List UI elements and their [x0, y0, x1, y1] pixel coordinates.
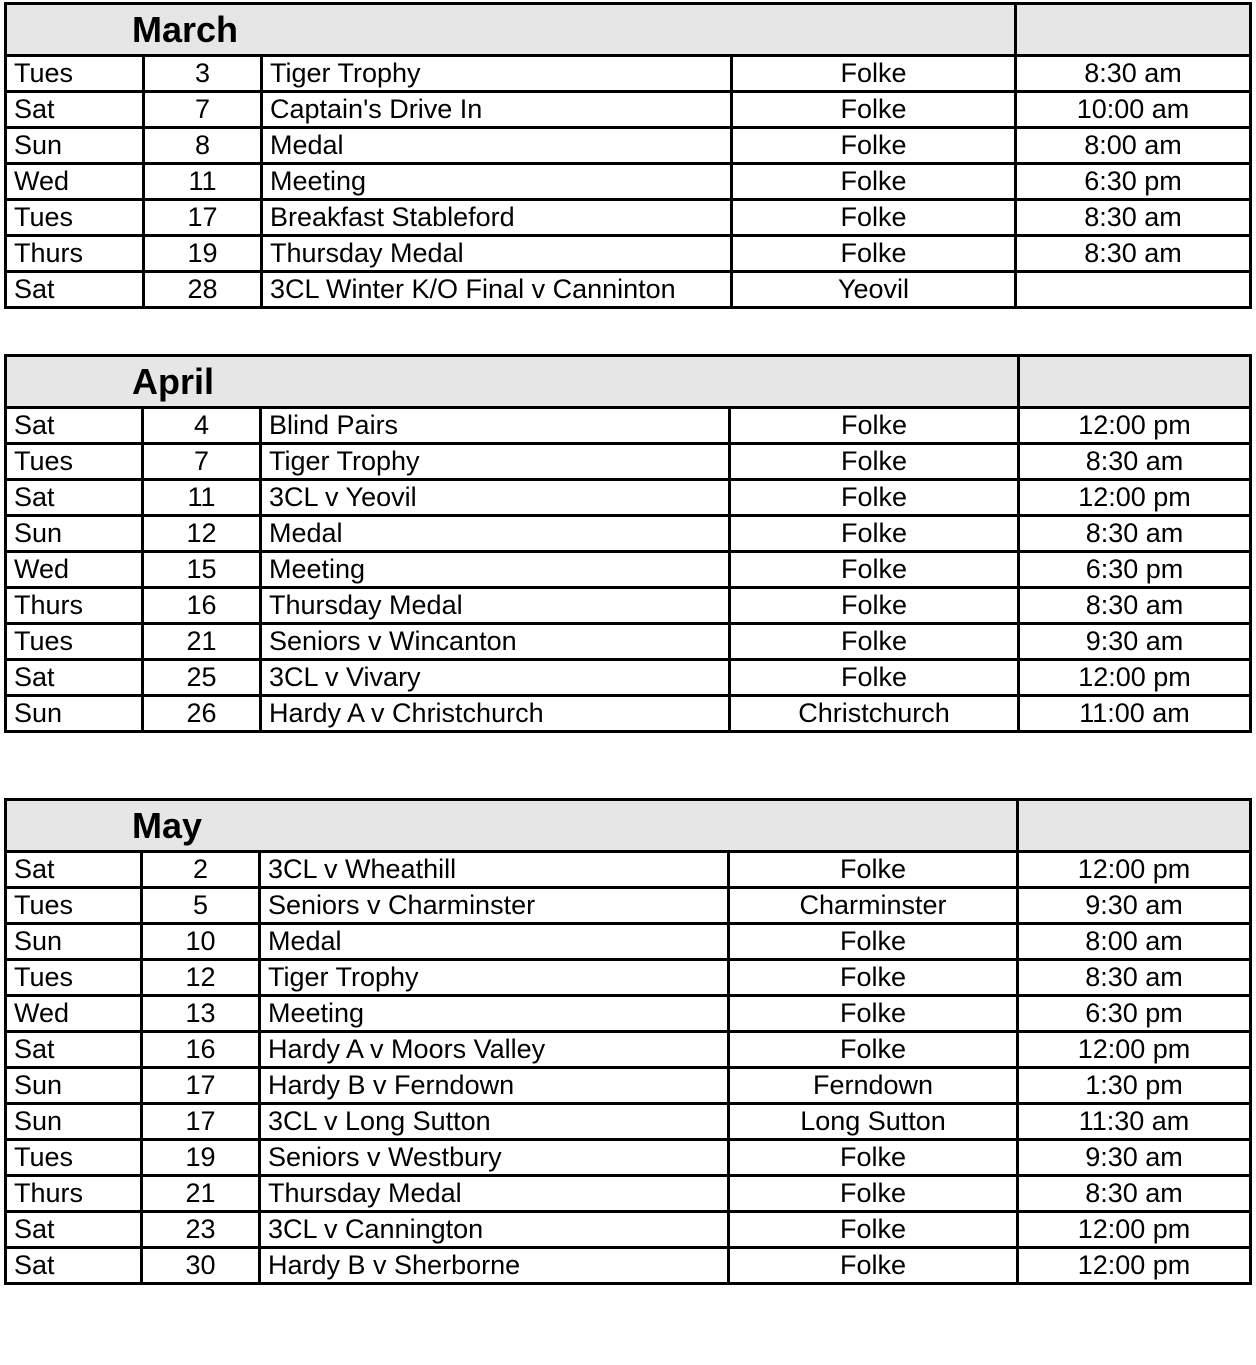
- time-cell: 12:00 pm: [1019, 480, 1251, 516]
- day-cell: Sat: [6, 660, 143, 696]
- time-cell: 9:30 am: [1018, 888, 1251, 924]
- fixture-row: [6, 272, 1251, 308]
- venue-cell: Folke: [729, 1212, 1018, 1248]
- fixture-row: [6, 960, 1251, 996]
- event-cell: 3CL v Wheathill: [260, 852, 729, 888]
- time-cell: 8:30 am: [1018, 1176, 1251, 1212]
- venue-cell: Folke: [729, 960, 1018, 996]
- date-cell: 11: [144, 164, 262, 200]
- day-cell: Tues: [6, 444, 143, 480]
- venue-cell: Ferndown: [729, 1068, 1018, 1104]
- date-cell: 16: [143, 588, 261, 624]
- date-cell: 19: [144, 236, 262, 272]
- date-cell: 21: [142, 1176, 260, 1212]
- event-cell: Blind Pairs: [261, 408, 730, 444]
- date-cell: 7: [144, 92, 262, 128]
- time-cell: 12:00 pm: [1018, 1212, 1251, 1248]
- venue-cell: Charminster: [729, 888, 1018, 924]
- day-cell: Sat: [6, 480, 143, 516]
- time-cell: 6:30 pm: [1016, 164, 1251, 200]
- day-cell: Tues: [6, 960, 142, 996]
- event-cell: Meeting: [260, 996, 729, 1032]
- day-cell: Sat: [6, 1248, 142, 1284]
- fixtures-table: [4, 2, 1252, 309]
- fixture-row: [6, 56, 1251, 92]
- venue-cell: Folke: [729, 924, 1018, 960]
- day-cell: Sat: [6, 1032, 142, 1068]
- venue-cell: Folke: [730, 660, 1019, 696]
- fixture-row: [6, 92, 1251, 128]
- time-cell: 8:30 am: [1016, 56, 1251, 92]
- event-cell: Hardy A v Moors Valley: [260, 1032, 729, 1068]
- venue-cell: Christchurch: [730, 696, 1019, 732]
- fixture-row: [6, 1104, 1251, 1140]
- time-cell: [1016, 272, 1251, 308]
- day-cell: Thurs: [6, 1176, 142, 1212]
- day-cell: Tues: [6, 56, 144, 92]
- date-cell: 30: [142, 1248, 260, 1284]
- day-cell: Sat: [6, 852, 142, 888]
- day-cell: Sun: [6, 924, 142, 960]
- time-cell: 12:00 pm: [1019, 408, 1251, 444]
- fixture-row: [6, 624, 1251, 660]
- month-title: April: [6, 356, 1019, 408]
- time-cell: 11:00 am: [1019, 696, 1251, 732]
- time-cell: 8:30 am: [1019, 444, 1251, 480]
- venue-cell: Folke: [730, 624, 1019, 660]
- date-cell: 28: [144, 272, 262, 308]
- event-cell: 3CL v Yeovil: [261, 480, 730, 516]
- date-cell: 12: [142, 960, 260, 996]
- time-cell: 12:00 pm: [1018, 1248, 1251, 1284]
- month-header-row: [6, 800, 1251, 852]
- venue-cell: Folke: [732, 200, 1016, 236]
- day-cell: Wed: [6, 164, 144, 200]
- fixture-row: [6, 516, 1251, 552]
- date-cell: 8: [144, 128, 262, 164]
- event-cell: Meeting: [262, 164, 732, 200]
- event-cell: Medal: [262, 128, 732, 164]
- time-cell: 9:30 am: [1018, 1140, 1251, 1176]
- event-cell: Hardy A v Christchurch: [261, 696, 730, 732]
- time-cell: 8:30 am: [1019, 588, 1251, 624]
- month-header-row: [6, 356, 1251, 408]
- time-cell: 8:00 am: [1018, 924, 1251, 960]
- time-cell: 8:30 am: [1016, 200, 1251, 236]
- event-cell: Thursday Medal: [260, 1176, 729, 1212]
- day-cell: Wed: [6, 552, 143, 588]
- venue-cell: Folke: [729, 852, 1018, 888]
- venue-cell: Folke: [732, 92, 1016, 128]
- header-blank-cell: [1016, 4, 1251, 56]
- date-cell: 26: [143, 696, 261, 732]
- march-section: [4, 2, 1252, 309]
- event-cell: Medal: [261, 516, 730, 552]
- fixture-row: [6, 1032, 1251, 1068]
- time-cell: 1:30 pm: [1018, 1068, 1251, 1104]
- day-cell: Sun: [6, 1104, 142, 1140]
- venue-cell: Folke: [730, 408, 1019, 444]
- venue-cell: Folke: [730, 552, 1019, 588]
- fixture-row: [6, 924, 1251, 960]
- date-cell: 19: [142, 1140, 260, 1176]
- fixture-row: [6, 1212, 1251, 1248]
- day-cell: Sat: [6, 1212, 142, 1248]
- month-title: March: [6, 4, 1016, 56]
- date-cell: 17: [142, 1104, 260, 1140]
- day-cell: Sun: [6, 128, 144, 164]
- header-blank-cell: [1019, 356, 1251, 408]
- fixture-row: [6, 200, 1251, 236]
- venue-cell: Folke: [729, 1176, 1018, 1212]
- day-cell: Wed: [6, 996, 142, 1032]
- time-cell: 6:30 pm: [1018, 996, 1251, 1032]
- venue-cell: Folke: [730, 588, 1019, 624]
- event-cell: Breakfast Stableford: [262, 200, 732, 236]
- date-cell: 17: [144, 200, 262, 236]
- day-cell: Sun: [6, 1068, 142, 1104]
- event-cell: 3CL v Long Sutton: [260, 1104, 729, 1140]
- venue-cell: Folke: [729, 1248, 1018, 1284]
- may-section: [4, 798, 1252, 1285]
- fixture-row: [6, 1248, 1251, 1284]
- time-cell: 12:00 pm: [1019, 660, 1251, 696]
- date-cell: 10: [142, 924, 260, 960]
- event-cell: Seniors v Wincanton: [261, 624, 730, 660]
- venue-cell: Folke: [729, 1032, 1018, 1068]
- venue-cell: Folke: [730, 480, 1019, 516]
- fixture-row: [6, 236, 1251, 272]
- venue-cell: Folke: [729, 1140, 1018, 1176]
- day-cell: Tues: [6, 1140, 142, 1176]
- fixture-row: [6, 888, 1251, 924]
- date-cell: 4: [143, 408, 261, 444]
- time-cell: 8:30 am: [1016, 236, 1251, 272]
- time-cell: 8:30 am: [1019, 516, 1251, 552]
- event-cell: Tiger Trophy: [261, 444, 730, 480]
- event-cell: Hardy B v Sherborne: [260, 1248, 729, 1284]
- venue-cell: Folke: [732, 128, 1016, 164]
- day-cell: Sat: [6, 272, 144, 308]
- venue-cell: Yeovil: [732, 272, 1016, 308]
- day-cell: Tues: [6, 624, 143, 660]
- venue-cell: Folke: [732, 164, 1016, 200]
- event-cell: Tiger Trophy: [262, 56, 732, 92]
- header-blank-cell: [1018, 800, 1251, 852]
- fixture-row: [6, 1140, 1251, 1176]
- fixture-row: [6, 444, 1251, 480]
- venue-cell: Folke: [729, 996, 1018, 1032]
- event-cell: 3CL Winter K/O Final v Canninton: [262, 272, 732, 308]
- fixtures-table: [4, 354, 1252, 733]
- fixture-row: [6, 1068, 1251, 1104]
- day-cell: Sun: [6, 516, 143, 552]
- time-cell: 9:30 am: [1019, 624, 1251, 660]
- time-cell: 11:30 am: [1018, 1104, 1251, 1140]
- date-cell: 16: [142, 1032, 260, 1068]
- event-cell: Hardy B v Ferndown: [260, 1068, 729, 1104]
- fixture-row: [6, 164, 1251, 200]
- event-cell: Tiger Trophy: [260, 960, 729, 996]
- day-cell: Thurs: [6, 588, 143, 624]
- day-cell: Thurs: [6, 236, 144, 272]
- month-header-row: [6, 4, 1251, 56]
- event-cell: Medal: [260, 924, 729, 960]
- event-cell: Captain's Drive In: [262, 92, 732, 128]
- venue-cell: Folke: [730, 444, 1019, 480]
- fixture-row: [6, 996, 1251, 1032]
- time-cell: 8:00 am: [1016, 128, 1251, 164]
- day-cell: Sat: [6, 92, 144, 128]
- date-cell: 13: [142, 996, 260, 1032]
- fixture-row: [6, 660, 1251, 696]
- time-cell: 8:30 am: [1018, 960, 1251, 996]
- date-cell: 25: [143, 660, 261, 696]
- date-cell: 5: [142, 888, 260, 924]
- time-cell: 10:00 am: [1016, 92, 1251, 128]
- fixture-row: [6, 696, 1251, 732]
- day-cell: Sat: [6, 408, 143, 444]
- fixture-row: [6, 480, 1251, 516]
- day-cell: Tues: [6, 200, 144, 236]
- date-cell: 17: [142, 1068, 260, 1104]
- fixtures-table: [4, 798, 1252, 1285]
- fixture-row: [6, 408, 1251, 444]
- fixture-row: [6, 852, 1251, 888]
- venue-cell: Folke: [732, 56, 1016, 92]
- event-cell: 3CL v Cannington: [260, 1212, 729, 1248]
- date-cell: 2: [142, 852, 260, 888]
- event-cell: Meeting: [261, 552, 730, 588]
- time-cell: 12:00 pm: [1018, 1032, 1251, 1068]
- date-cell: 11: [143, 480, 261, 516]
- date-cell: 15: [143, 552, 261, 588]
- date-cell: 23: [142, 1212, 260, 1248]
- fixture-row: [6, 552, 1251, 588]
- event-cell: Seniors v Charminster: [260, 888, 729, 924]
- date-cell: 12: [143, 516, 261, 552]
- event-cell: Seniors v Westbury: [260, 1140, 729, 1176]
- venue-cell: Folke: [732, 236, 1016, 272]
- event-cell: 3CL v Vivary: [261, 660, 730, 696]
- date-cell: 21: [143, 624, 261, 660]
- fixture-row: [6, 588, 1251, 624]
- day-cell: Sun: [6, 696, 143, 732]
- time-cell: 12:00 pm: [1018, 852, 1251, 888]
- date-cell: 7: [143, 444, 261, 480]
- month-title: May: [6, 800, 1018, 852]
- fixture-row: [6, 128, 1251, 164]
- venue-cell: Long Sutton: [729, 1104, 1018, 1140]
- event-cell: Thursday Medal: [261, 588, 730, 624]
- date-cell: 3: [144, 56, 262, 92]
- event-cell: Thursday Medal: [262, 236, 732, 272]
- april-section: [4, 354, 1252, 733]
- venue-cell: Folke: [730, 516, 1019, 552]
- day-cell: Tues: [6, 888, 142, 924]
- fixture-row: [6, 1176, 1251, 1212]
- time-cell: 6:30 pm: [1019, 552, 1251, 588]
